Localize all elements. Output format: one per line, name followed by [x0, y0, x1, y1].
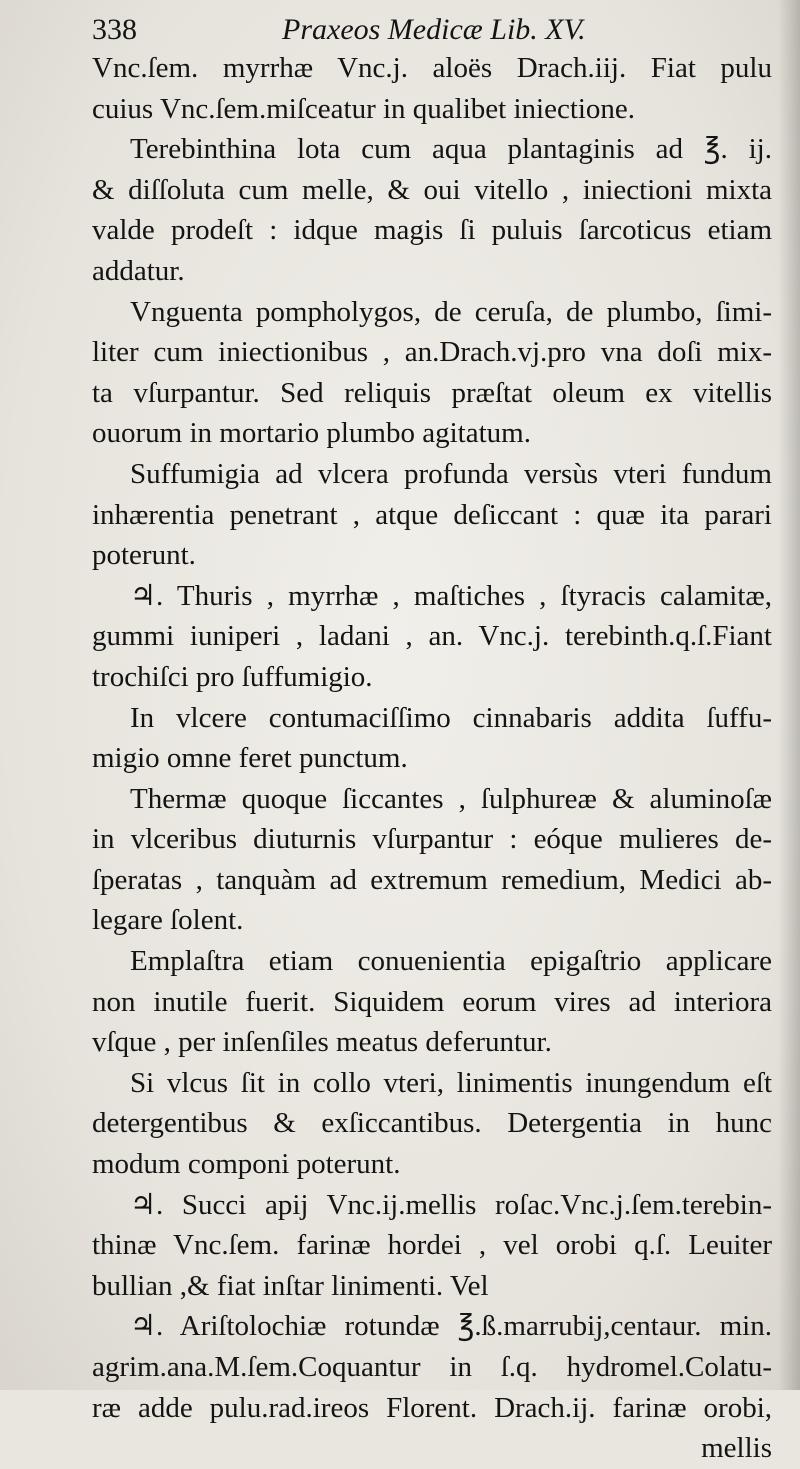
text-line: ta vſurpantur. Sed reliquis præſtat oleum ex vitellis [92, 376, 772, 409]
text-line: Thermæ quoque ſiccantes , ſulphureæ & aluminoſæ [130, 782, 772, 815]
text-line: In vlcere contumaciſſimo cinnabaris addita ſuffu- [130, 701, 772, 734]
text-line: ræ adde pulu.rad.ireos Florent. Drach.ij. farinæ orobi, [92, 1391, 772, 1424]
text-line: in vlceribus diuturnis vſurpantur : eóque mulieres de- [92, 823, 772, 856]
text-line: detergentibus & exſiccantibus. Detergentia in hunc [92, 1107, 772, 1140]
text-line: addatur. [92, 254, 185, 287]
text-line: mellis [701, 1432, 772, 1465]
text-line: modum componi poterunt. [92, 1148, 401, 1181]
text-line: & diſſoluta cum melle, & oui vitello , iniectioni mixta [92, 173, 772, 206]
text-line: non inutile fuerit. Siquidem eorum vires ad interiora [92, 985, 772, 1018]
text-line: ♃. Thuris , myrrhæ , maſtiches , ſtyracis calamitæ, [130, 579, 772, 612]
page-number: 338 [92, 13, 137, 46]
text-line: vſque , per inſenſiles meatus deferuntur. [92, 1026, 552, 1059]
text-line: Vnguenta pompholygos, de ceruſa, de plumbo, ſimi- [130, 295, 772, 328]
text-line: Si vlcus ſit in collo vteri, linimentis inungendum eſt [130, 1066, 772, 1099]
page-header [92, 10, 782, 50]
text-line: inhærentia penetrant , atque deſiccant : quæ ita parari [92, 498, 772, 531]
text-line: Emplaſtra etiam conuenientia epigaſtrio applicare [130, 945, 772, 978]
text-line: Terebinthina lota cum aqua plantaginis ad ℥. ij. [130, 133, 772, 166]
text-line: trochiſci pro ſuffumigio. [92, 660, 373, 693]
text-line: ſperatas , tanquàm ad extremum remedium, Medici ab- [92, 863, 772, 896]
body-text [92, 48, 772, 1469]
text-line: agrim.ana.M.ſem.Coquantur in ſ.q. hydromel.Colatu- [92, 1351, 772, 1383]
text-line: liter cum iniectionibus , an.Drach.vj.pro vna doſi mix- [92, 336, 772, 369]
text-line: ♃. Ariſtolochiæ rotundæ ℥.ß.marrubij,centaur. min. [130, 1310, 772, 1343]
text-line: bullian ,& fiat inſtar linimenti. Vel [92, 1269, 489, 1302]
text-line: legare ſolent. [92, 904, 244, 937]
text-line: poterunt. [92, 539, 196, 572]
text-line: cuius Vnc.ſem.miſceatur in qualibet iniectione. [92, 92, 636, 125]
text-line: Suffumigia ad vlcera profunda versùs vteri fundum [130, 457, 772, 490]
text-line: ouorum in mortario plumbo agitatum. [92, 417, 531, 450]
text-line: Vnc.ſem. myrrhæ Vnc.j. aloës Drach.iij. Fiat pulu [92, 52, 772, 84]
text-line: thinæ Vnc.ſem. farinæ hordei , vel orobi q.ſ. Leuiter [92, 1229, 772, 1262]
text-line: ♃. Succi apij Vnc.ij.mellis roſac.Vnc.j.ſem.terebin- [130, 1188, 772, 1221]
running-title: Praxeos Medicæ Lib. XV. [282, 13, 586, 46]
page-edge-shadow [778, 0, 800, 1390]
text-line: migio omne feret punctum. [92, 742, 408, 775]
text-line: valde prodeſt : idque magis ſi puluis ſarcoticus etiam [92, 214, 772, 247]
text-line: gummi iuniperi , ladani , an. Vnc.j. terebinth.q.ſ.Fiant [92, 620, 772, 653]
